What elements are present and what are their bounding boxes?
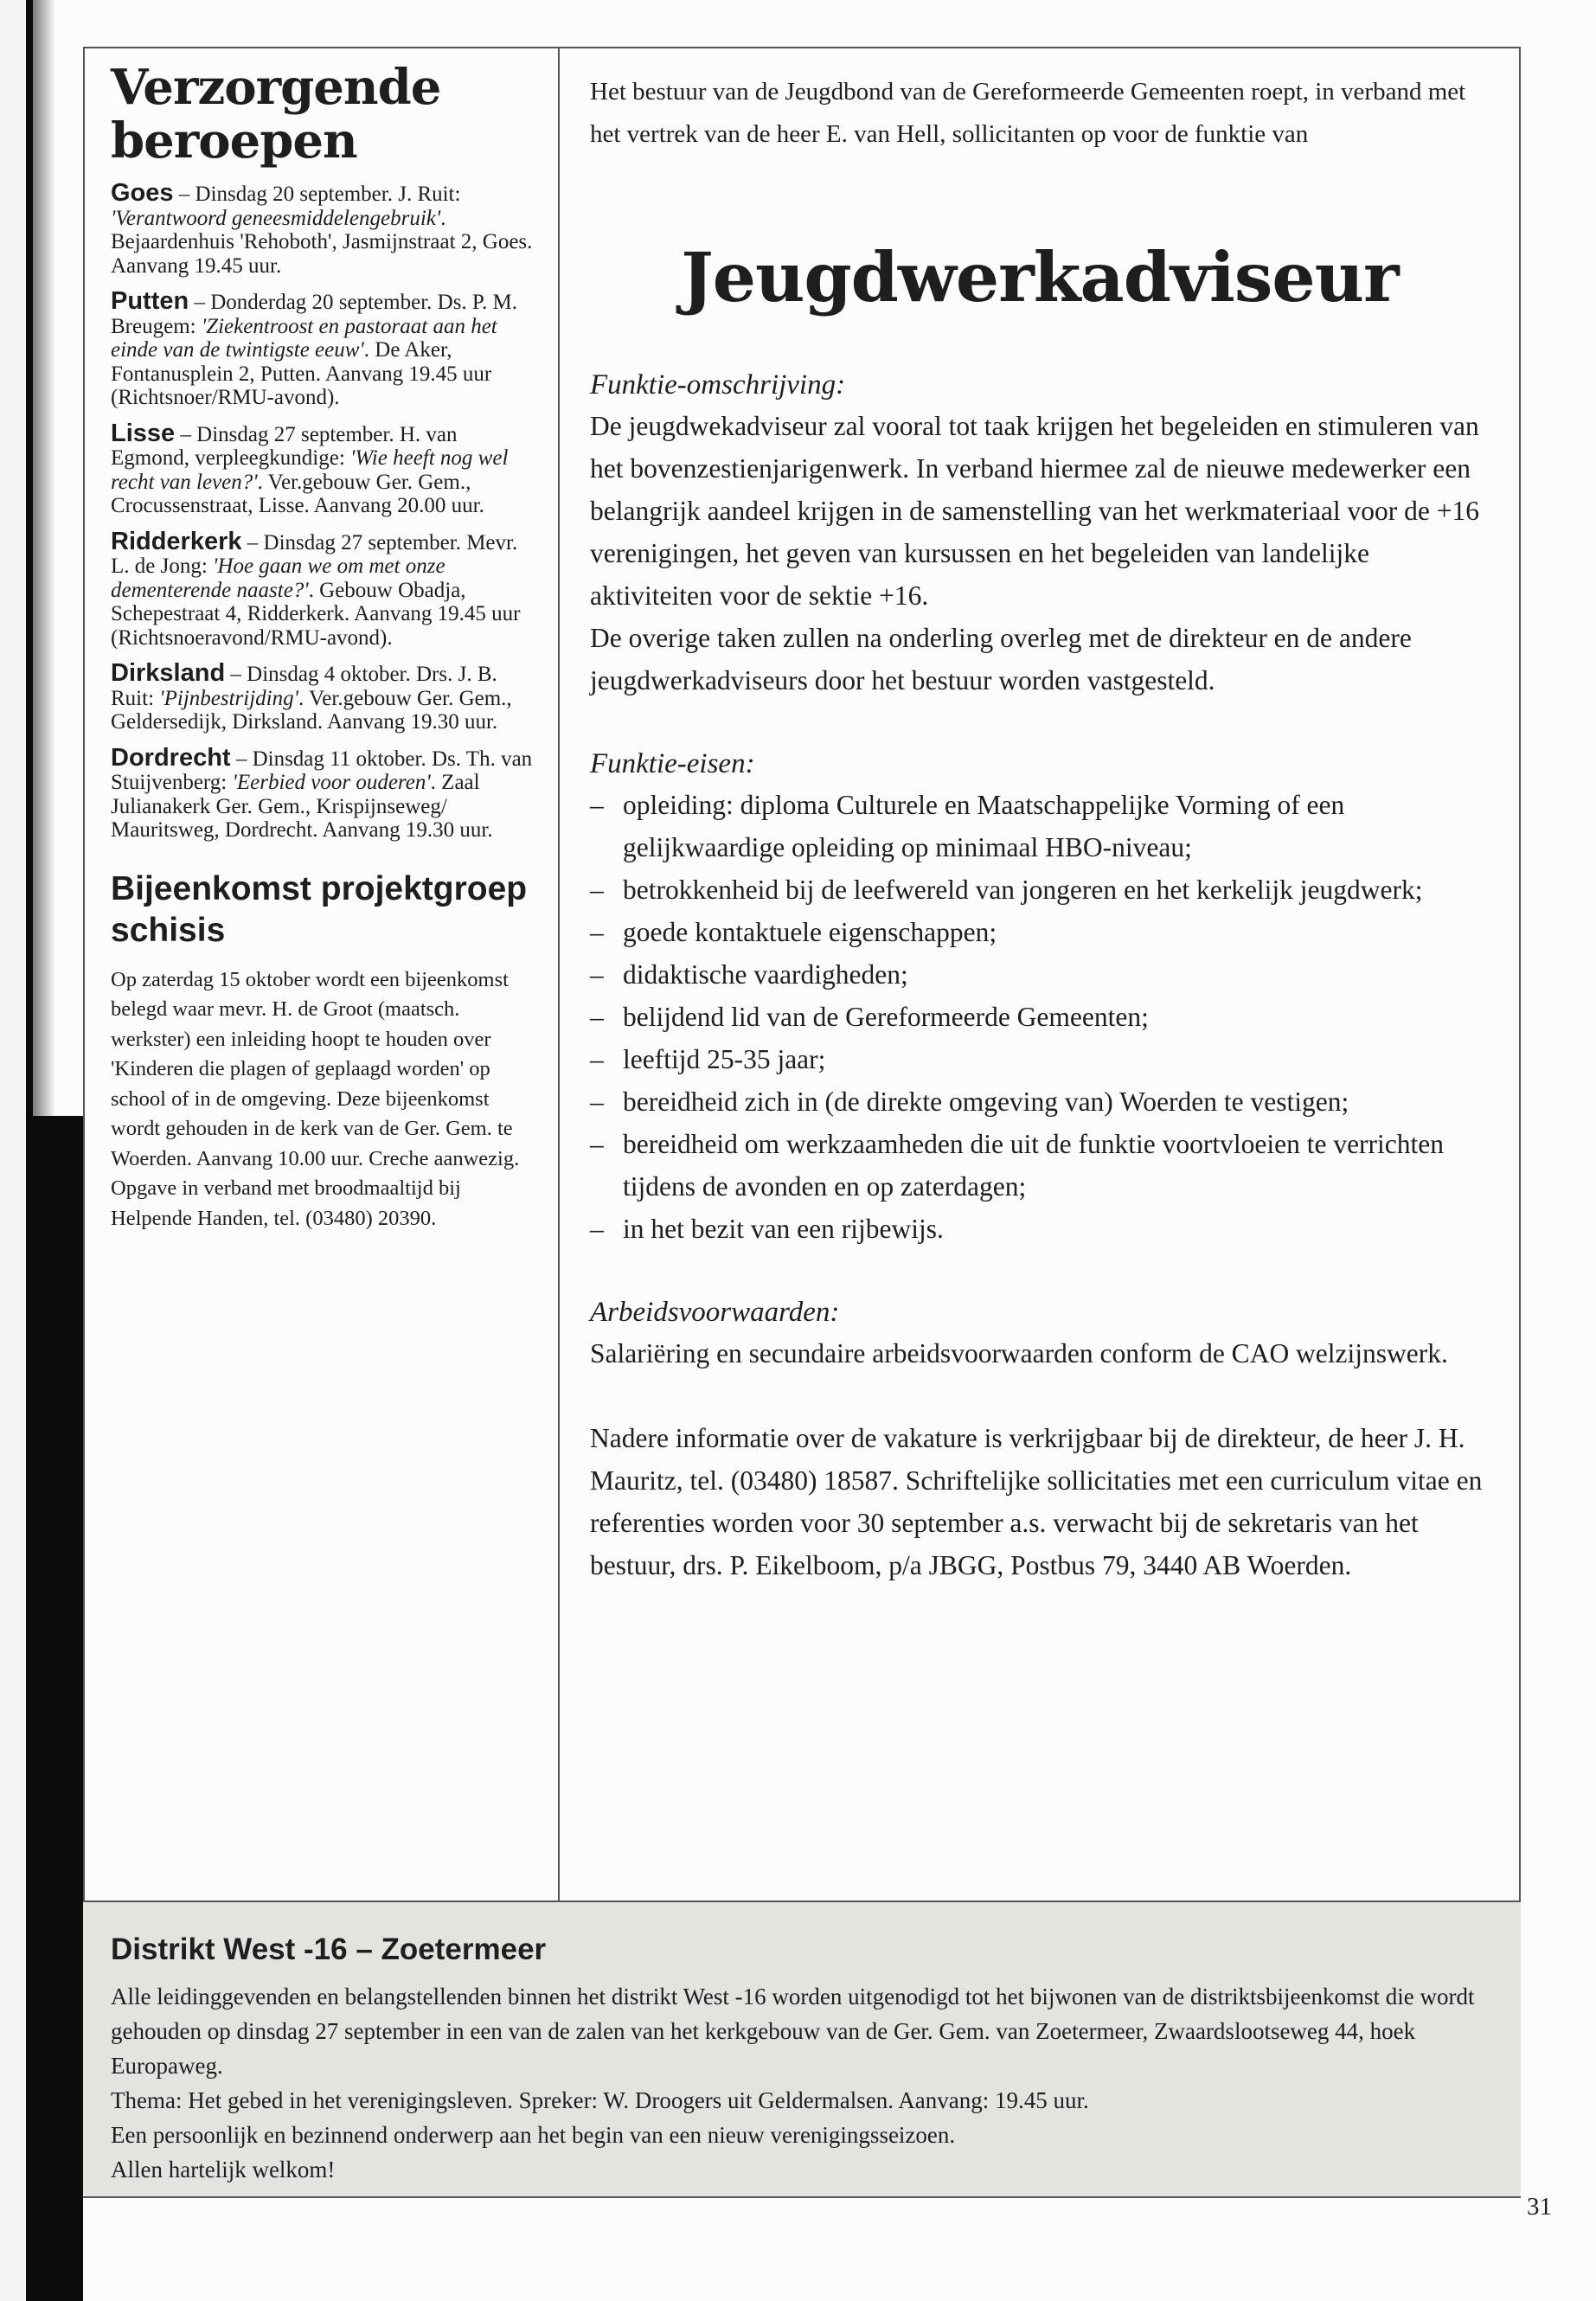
requirement-item xyxy=(590,1123,1490,1208)
requirement-item xyxy=(590,1208,1490,1250)
event-lecture-title: 'Wie heeft nog wel recht van leven?' xyxy=(111,446,509,494)
dash-bullet: – xyxy=(590,790,604,820)
dash-bullet: – xyxy=(590,1129,604,1159)
description-title: Funktie-omschrijving: xyxy=(590,369,846,401)
dash-bullet: – xyxy=(590,1086,604,1117)
dash-bullet: – xyxy=(590,875,604,905)
district-announcement xyxy=(111,1931,1486,2187)
event-lecture-title: 'Pijnbestrijding' xyxy=(159,686,298,710)
requirement-item xyxy=(590,1080,1490,1123)
event-lecture-title: 'Eerbied voor ouderen' xyxy=(232,771,431,794)
requirement-text: goede kontaktuele eigenschappen; xyxy=(623,917,997,947)
district-line-2: Thema: Het gebed in het verenigingsleven. Spreker: W. Droogers uit Geldermalsen. Aanvang: 19.45 uur. xyxy=(111,2087,1089,2113)
event-list xyxy=(111,179,535,843)
event-item xyxy=(111,743,535,843)
vacancy-intro: Het bestuur van de Jeugdbond van de Gereformeerde Gemeenten roept, in verband met het vertrek van de heer E. van Hell, sollicitanten op voor de funktie van xyxy=(590,78,1466,148)
event-city: Putten xyxy=(111,287,189,315)
dash-bullet: – xyxy=(590,1002,604,1032)
requirement-item xyxy=(590,996,1490,1038)
right-column xyxy=(590,71,1490,1586)
job-title: Jeugdwerkadviseur xyxy=(681,237,1399,317)
event-city: Lisse xyxy=(111,419,176,447)
requirement-text: in het bezit van een rijbewijs. xyxy=(623,1214,944,1244)
binding-notch xyxy=(33,1116,83,2301)
event-details: – Dinsdag 11 oktober. Ds. Th. van Stuijvenberg: xyxy=(111,747,533,794)
description-paragraph-2: De overige taken zullen na onderling overleg met de direkteur en de andere jeugdwerkadviseurs door het bestuur worden vastgesteld. xyxy=(590,623,1412,695)
event-lecture-title: 'Ziekentroost en pastoraat aan het einde van de twintigste eeuw' xyxy=(111,314,497,362)
requirement-item xyxy=(590,953,1490,996)
event-location: . Ver.gebouw Ger. Gem., Geldersedijk, Dirksland. Aanvang 19.30 uur. xyxy=(111,686,512,734)
district-line-1: Alle leidinggevenden en belangstellenden binnen het distrikt West -16 worden uitgenodigd tot het bijwonen van de distriktsbijeenkomst die wordt gehouden op dinsdag 27 september in een van de zalen van het kerkgebouw van de Ger. Gem. van Zoetermeer, Zwaardslootseweg 44, hoek Europaweg. xyxy=(111,1984,1475,2079)
event-location: . De Aker, Fontanusplein 2, Putten. Aanvang 19.45 uur (Richtsnoer/RMU-avond). xyxy=(111,338,492,409)
dash-bullet: – xyxy=(590,917,604,947)
dash-bullet: – xyxy=(590,1214,604,1244)
requirement-text: opleiding: diploma Culturele en Maatschappelijke Vorming of een gelijkwaardige opleiding op minimaal HBO-niveau; xyxy=(623,790,1345,862)
requirement-text: betrokkenheid bij de leefwereld van jongeren en het kerkelijk jeugdwerk; xyxy=(623,875,1423,905)
event-item xyxy=(111,659,535,734)
requirement-text: leeftijd 25-35 jaar; xyxy=(623,1044,826,1074)
schisis-paragraph: Op zaterdag 15 oktober wordt een bijeenkomst belegd waar mevr. H. de Groot (maatsch. werkster) een inleiding hoopt te houden over 'Kinderen die plagen of geplaagd worden' op school of in de omgeving. Deze bijeenkomst wordt gehouden in de kerk van de Ger. Gem. te Woerden. Aanvang 10.00 uur. Creche aanwezig. xyxy=(111,967,520,1170)
event-details: – Donderdag 20 september. Ds. P. M. Breugem: xyxy=(111,291,518,338)
requirement-item xyxy=(590,1038,1490,1080)
event-item xyxy=(111,287,535,410)
event-details: – Dinsdag 27 september. H. van Egmond, verpleegkundige: xyxy=(111,422,458,470)
district-line-4: Allen hartelijk welkom! xyxy=(111,2157,336,2182)
event-item xyxy=(111,419,535,518)
dash-bullet: – xyxy=(590,1044,604,1074)
page-margin xyxy=(0,0,26,2301)
event-location: . Gebouw Obadja, Schepestraat 4, Ridderkerk. Aanvang 19.45 uur (Richtsnoeravond/RMU-avond). xyxy=(111,578,521,650)
requirement-text: didaktische vaardigheden; xyxy=(623,959,908,990)
schisis-heading: Bijeenkomst projektgroep schisis xyxy=(111,869,528,949)
requirements-title: Funktie-eisen: xyxy=(590,748,755,779)
requirement-text: bereidheid zich in (de direkte omgeving van) Woerden te vestigen; xyxy=(623,1086,1349,1117)
requirement-item xyxy=(590,911,1490,953)
dash-bullet: – xyxy=(590,959,604,990)
requirements-list xyxy=(590,784,1490,1250)
left-heading: Verzorgende beroepen xyxy=(111,59,441,170)
conditions-title: Arbeidsvoorwaarden: xyxy=(590,1297,840,1328)
requirement-item xyxy=(590,868,1490,911)
requirement-text: belijdend lid van de Gereformeerde Gemeenten; xyxy=(623,1002,1149,1032)
district-line-3: Een persoonlijk en bezinnend onderwerp aan het begin van een nieuw verenigingsseizoen. xyxy=(111,2122,956,2148)
schisis-registration: Opgave in verband met broodmaaltijd bij Helpende Handen, tel. (03480) 20390. xyxy=(111,1176,461,1230)
description-paragraph-1: De jeugdwekadviseur zal vooral tot taak krijgen het begeleiden en stimuleren van het bovenzestienjarigenwerk. In verband hiermee zal de nieuwe medewerker een belangrijk aandeel krijgen in de samenstelling van het werkmateriaal voor de +16 verenigingen, het geven van kursussen en het begeleiden van landelijke aktiviteiten voor de sektie +16. xyxy=(590,411,1480,611)
column-divider xyxy=(558,47,560,1902)
left-column xyxy=(111,61,535,1234)
event-details: – Dinsdag 20 september. J. Ruit: xyxy=(173,183,461,206)
event-location: . Bejaardenhuis 'Rehoboth', Jasmijnstraat 2, Goes. Aanvang 19.45 uur. xyxy=(111,206,533,278)
event-location: . Zaal Julianakerk Ger. Gem., Krispijnseweg/ Mauritsweg, Dordrecht. Aanvang 19.30 uur. xyxy=(111,771,493,842)
info-text: Nadere informatie over de vakature is verkrijgbaar bij de direkteur, de heer J. H. Mauritz, tel. (03480) 18587. Schriftelijke sollicitaties met een curriculum vitae en referenties worden voor 30 september a.s. verwacht bij de sekretaris van het bestuur, drs. P. Eikelboom, p/a JBGG, Postbus 79, 3440 AB Woerden. xyxy=(590,1423,1483,1580)
event-lecture-title: 'Verantwoord geneesmiddelengebruik' xyxy=(111,206,441,230)
event-item xyxy=(111,179,535,278)
district-heading: Distrikt West -16 – Zoetermeer xyxy=(111,1932,547,1966)
event-city: Dirksland xyxy=(111,659,226,687)
requirement-text: bereidheid om werkzaamheden die uit de funktie voortvloeien te verrichten tijdens de avonden en op zaterdagen; xyxy=(623,1129,1444,1202)
event-item xyxy=(111,527,535,651)
event-city: Ridderkerk xyxy=(111,527,242,555)
event-location: . Ver.gebouw Ger. Gem., Crocussenstraat, Lisse. Aanvang 20.00 uur. xyxy=(111,470,484,517)
page-number: 31 xyxy=(1527,2193,1552,2221)
event-details: – Dinsdag 27 september. Mevr. L. de Jong: xyxy=(111,530,518,578)
event-lecture-title: 'Hoe gaan we om met onze dementerende naaste?' xyxy=(111,554,445,602)
binding-edge xyxy=(26,0,33,2301)
conditions-text: Salariëring en secundaire arbeidsvoorwaarden conform de CAO welzijnswerk. xyxy=(590,1338,1448,1368)
event-city: Goes xyxy=(111,179,174,207)
requirement-item xyxy=(590,784,1490,868)
event-city: Dordrecht xyxy=(111,743,231,772)
event-details: – Dinsdag 4 oktober. Drs. J. B. Ruit: xyxy=(111,663,497,710)
